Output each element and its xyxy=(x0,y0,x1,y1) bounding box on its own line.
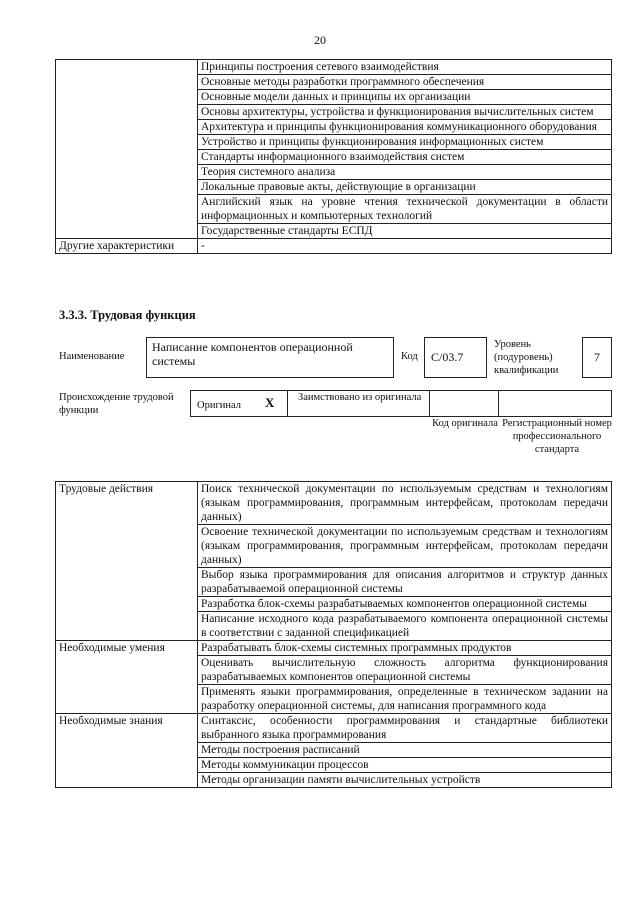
code-value: C/03.7 xyxy=(431,350,464,364)
table-row xyxy=(56,714,612,743)
page-number: 20 xyxy=(314,33,326,47)
table-row xyxy=(56,482,612,525)
group-label-empty xyxy=(56,60,198,239)
list-item: Устройство и принципы функционирования информационных систем xyxy=(198,135,612,150)
list-item: Выбор языка программирования для описания алгоритмов и структур данных разрабатываемой операционной системы xyxy=(198,568,612,597)
name-label: Наименование xyxy=(59,351,125,362)
table-row xyxy=(56,641,612,656)
code-label: Код xyxy=(401,351,418,362)
list-item: Государственные стандарты ЕСПД xyxy=(198,224,612,239)
list-item: Теория системного анализа xyxy=(198,165,612,180)
list-item: Методы коммуникации процессов xyxy=(198,758,612,773)
reg-number-box xyxy=(498,390,612,417)
list-item: Английский язык на уровне чтения технической документации в области информационных и компьютерных технологий xyxy=(198,195,612,224)
borrowed-label: Заимствовано из оригинала xyxy=(298,392,422,403)
level-value: 7 xyxy=(594,350,600,364)
knowledge-table xyxy=(55,59,612,254)
list-item: Разработка блок-схемы разрабатываемых компонентов операционной системы xyxy=(198,597,612,612)
list-item: Освоение технической документации по используемым средствам и технологиям (языкам программирования, программным интерфейсам, протоколам передачи данных) xyxy=(198,525,612,568)
list-item: Синтаксис, особенности программирования и стандартные библиотеки выбранного языка программирования xyxy=(198,714,612,743)
list-item: Архитектура и принципы функционирования коммуникационного оборудования xyxy=(198,120,612,135)
list-item: Основные модели данных и принципы их организации xyxy=(198,90,612,105)
other-characteristics-label: Другие характеристики xyxy=(56,239,198,254)
level-label: Уровень (подуровень) квалификации xyxy=(494,339,559,376)
other-characteristics-value: - xyxy=(198,239,612,254)
origin-code-box xyxy=(429,390,499,417)
function-name-box xyxy=(146,337,394,378)
list-item: Стандарты информационного взаимодействия систем xyxy=(198,150,612,165)
list-item: Методы построения расписаний xyxy=(198,743,612,758)
original-label: Оригинал xyxy=(197,400,241,411)
list-item: Разрабатывать блок-схемы системных программных продуктов xyxy=(198,641,612,656)
list-item: Написание исходного кода разрабатываемого компонента операционной системы в соответствии с заданной спецификацией xyxy=(198,612,612,641)
function-name-value: Написание компонентов операционной системы xyxy=(152,340,353,368)
original-box xyxy=(190,390,288,417)
group-label: Необходимые умения xyxy=(56,641,198,714)
list-item: Основы архитектуры, устройства и функционирования вычислительных систем xyxy=(198,105,612,120)
section-heading: 3.3.3. Трудовая функция xyxy=(59,308,196,322)
list-item: Основные методы разработки программного обеспечения xyxy=(198,75,612,90)
list-item: Локальные правовые акты, действующие в организации xyxy=(198,180,612,195)
table-row xyxy=(56,239,612,254)
reg-caption: Регистрационный номер профессионального стандарта xyxy=(502,418,612,455)
table-row xyxy=(56,60,612,75)
function-table xyxy=(55,481,612,788)
origin-label: Происхождение трудовой функции xyxy=(59,392,174,416)
group-label: Необходимые знания xyxy=(56,714,198,788)
original-mark: X xyxy=(265,395,275,410)
borrowed-box xyxy=(287,390,430,417)
code-caption: Код оригинала xyxy=(432,418,498,429)
list-item: Поиск технической документации по используемым средствам и технологиям (языкам программирования, программным интерфейсам, протоколам передачи данных) xyxy=(198,482,612,525)
level-box xyxy=(582,337,612,378)
list-item: Применять языки программирования, определенные в техническом задании на разработку операционной системы, для написания программного кода xyxy=(198,685,612,714)
list-item: Принципы построения сетевого взаимодействия xyxy=(198,60,612,75)
list-item: Оценивать вычислительную сложность алгоритма функционирования разрабатываемых компонентов операционной системы xyxy=(198,656,612,685)
code-box xyxy=(424,337,487,378)
group-label: Трудовые действия xyxy=(56,482,198,641)
list-item: Методы организации памяти вычислительных устройств xyxy=(198,773,612,788)
